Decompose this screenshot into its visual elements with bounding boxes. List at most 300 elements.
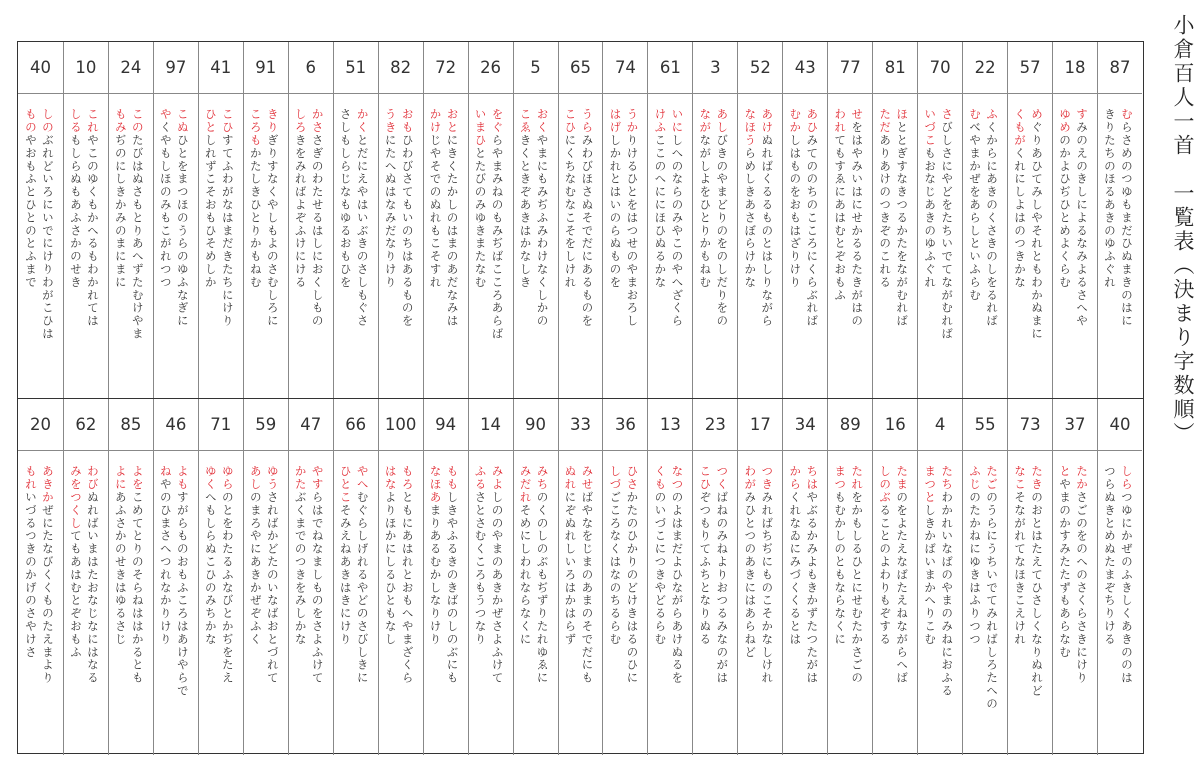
poem-number: 26 <box>469 42 513 94</box>
shimo-kimariji: ただ <box>878 108 893 134</box>
kami-no-ku <box>267 108 279 327</box>
kami-no-ku <box>986 465 998 710</box>
kami-rest: むぐらしげれるやどのさびしきに <box>355 490 370 685</box>
kami-rest: とだにえやはいぶきのさしもぐさ <box>355 133 370 328</box>
kimariji: しら <box>1119 465 1134 491</box>
kami-rest: やこのゆくもかへるもわかれては <box>85 133 100 328</box>
shimo-kimariji: ぬれ <box>563 465 578 491</box>
kami-rest: すがらものおもふころはあけやらで <box>175 490 190 698</box>
shimo-no-ku <box>115 465 127 646</box>
kami-no-ku <box>896 465 908 684</box>
poem-number: 34 <box>783 399 827 451</box>
kami-rest: ひとをまつほのうらのゆふなぎに <box>175 133 190 328</box>
kami-rest: みればちぢにものこそかなしけれ <box>760 490 775 685</box>
kami-no-ku <box>312 108 324 327</box>
shimo-no-ku <box>699 108 711 289</box>
poem-number: 100 <box>379 399 423 451</box>
kimariji: あきか <box>40 465 55 504</box>
shimo-kimariji: む <box>968 108 983 121</box>
poem-column <box>108 42 153 398</box>
kimariji: ゆう <box>265 465 280 491</box>
shimo-no-ku <box>1014 108 1026 289</box>
kami-no-ku <box>581 108 593 327</box>
kimariji: あけ <box>760 108 775 134</box>
poem-number: 14 <box>469 399 513 451</box>
shimo-no-ku <box>475 465 487 646</box>
kami-rest: しきやふるきのきばのしのぶにも <box>445 490 460 685</box>
kami-rest: すてふわがなはまだきたちにけり <box>220 133 235 328</box>
kimariji: みよ <box>490 465 505 491</box>
poem-column <box>872 42 917 398</box>
kami-rest: みわびほさぬそでだにあるものを <box>580 133 595 328</box>
shimo-kimariji: まつ <box>833 465 848 491</box>
kami-no-ku <box>1031 465 1043 697</box>
kami-rest: さぎのわたせるはしにおくしもの <box>310 133 325 328</box>
shimo-kimariji: うき <box>383 108 398 134</box>
kami-rest: ひわびさてもいのちはあるものを <box>400 133 415 328</box>
kami-no-ku <box>941 465 953 697</box>
shimo-no-ku <box>430 108 442 289</box>
poem-number: 70 <box>918 42 962 94</box>
poem-number: 73 <box>1008 399 1052 451</box>
shimo-no-ku <box>924 108 936 289</box>
kami-no-ku <box>402 465 414 684</box>
poem-number: 72 <box>424 42 468 94</box>
kami-rest: しへのならのみやこのやへざくら <box>670 133 685 328</box>
shimo-kimariji: はな <box>383 465 398 491</box>
poem-number: 20 <box>18 399 63 451</box>
shimo-kimariji: なほあ <box>428 465 443 504</box>
kami-rest: をかもしるひとにせむたかさごの <box>850 490 865 685</box>
kimariji: おも <box>400 108 415 134</box>
poem-number: 61 <box>648 42 692 94</box>
shimo-kimariji: もれ <box>23 465 38 491</box>
shimo-rest: つらぬきとめぬたまぞちりける <box>1102 465 1117 646</box>
poem-column <box>153 42 198 398</box>
shimo-rest: にたへぬはなみだなりけり <box>383 133 398 289</box>
shimo-kimariji: わが <box>743 465 758 491</box>
poem-number: 66 <box>334 399 378 451</box>
poem-column <box>737 42 782 398</box>
poem-number: 89 <box>828 399 872 451</box>
kami-no-ku <box>312 465 324 684</box>
shimo-rest: しれずこそおもひそめしか <box>203 133 218 289</box>
kami-no-ku <box>716 108 728 327</box>
shimo-no-ku <box>744 465 756 659</box>
kami-no-ku <box>492 465 504 684</box>
shimo-rest: かたしきひとりかもねむ <box>248 146 263 289</box>
poem-number: 40 <box>1098 399 1142 451</box>
kimariji: め <box>1030 108 1045 121</box>
shimo-rest: しきかばいまかへりこむ <box>923 503 938 646</box>
kimariji: む <box>1119 108 1134 121</box>
shimo-no-ku <box>564 465 576 646</box>
shimo-kimariji: われ <box>833 108 848 134</box>
shimo-no-ku <box>834 465 846 646</box>
shimo-kimariji: くもが <box>1013 108 1028 147</box>
kami-no-ku <box>267 465 279 684</box>
kami-rest: わかれいなばのやまのみねにおふる <box>940 490 955 698</box>
kimariji: たま <box>895 465 910 491</box>
kami-rest: のおとはたえてひさしくなりぬれど <box>1030 490 1045 698</box>
shimo-kimariji: ゆく <box>203 465 218 491</box>
shimo-no-ku <box>609 108 621 289</box>
poem-number: 37 <box>1053 399 1097 451</box>
shimo-no-ku <box>879 108 891 289</box>
page-title: 小倉百人一首 一覧表（決まり字数順） <box>1171 14 1195 446</box>
poem-number: 52 <box>738 42 782 94</box>
poem-column <box>423 399 468 755</box>
shimo-no-ku <box>520 108 532 289</box>
kami-no-ku <box>1076 465 1088 684</box>
kimariji: こぬ <box>175 108 190 134</box>
shimo-no-ku <box>879 465 891 646</box>
kami-no-ku <box>851 108 863 327</box>
kami-no-ku <box>132 108 144 340</box>
poem-column <box>1007 42 1052 398</box>
poem-number: 59 <box>244 399 288 451</box>
poem-column <box>827 399 872 755</box>
kami-rest: ばねのみねよりおつるみなのがは <box>715 490 730 685</box>
kami-rest: びしさにやどをたちいでてながむれば <box>940 120 955 341</box>
kimariji: やす <box>310 465 325 491</box>
shimo-no-ku <box>924 465 936 646</box>
poem-column <box>198 42 243 398</box>
shimo-rest: ることのよわりもぞする <box>878 503 893 646</box>
kimariji: もも <box>445 465 460 491</box>
shimo-kimariji: から <box>788 465 803 491</box>
kimariji: たき <box>1030 465 1045 491</box>
shimo-rest: てもあはむとぞおもふ <box>68 529 83 659</box>
shimo-kimariji: はげ <box>608 108 623 134</box>
kimariji: かく <box>355 108 370 134</box>
shimo-rest: とたびのみゆきまたなむ <box>473 146 488 289</box>
shimo-rest: じやそでのぬれもこそすれ <box>428 133 443 289</box>
poem-number: 10 <box>64 42 108 94</box>
kimariji: この <box>130 108 145 134</box>
shimo-kimariji: むか <box>788 108 803 134</box>
shimo-kimariji: もみ <box>113 108 128 134</box>
kami-no-ku <box>1076 108 1088 327</box>
shimo-no-ku <box>969 465 981 646</box>
kami-no-ku <box>177 108 189 327</box>
kami-rest: ぜにたなびくくものたえまより <box>40 503 55 685</box>
poem-column <box>962 399 1007 755</box>
shimo-no-ku <box>834 108 846 302</box>
poem-column <box>378 42 423 398</box>
shimo-no-ku <box>160 108 172 289</box>
kami-no-ku <box>1121 108 1133 327</box>
kimariji: やへ <box>355 465 370 491</box>
poem-column <box>602 399 647 755</box>
poem-column <box>18 42 63 398</box>
kimariji: よを <box>130 465 145 491</box>
kami-rest: りけるひとをはつせのやまおろし <box>625 133 640 328</box>
kami-no-ku <box>671 108 683 327</box>
kimariji: うら <box>580 108 595 134</box>
shimo-no-ku <box>295 465 307 646</box>
poem-column <box>198 399 243 755</box>
shimo-rest: まりあるむかしなりけり <box>428 503 443 646</box>
poem-column <box>468 399 513 755</box>
kami-rest: をはやみいはにせかるるたきがはの <box>850 120 865 328</box>
shimo-rest: よりほかにしるひともなし <box>383 490 398 646</box>
bottom-row <box>18 398 1143 755</box>
shimo-rest: いづるつきのかげのさやけさ <box>23 490 38 659</box>
shimo-no-ku <box>340 465 352 646</box>
poem-number: 77 <box>828 42 872 94</box>
kimariji: す <box>1075 108 1090 121</box>
kami-no-ku <box>177 465 189 697</box>
kami-no-ku <box>1031 108 1043 340</box>
kami-rest: ぬればくるるものとはしりながら <box>760 133 775 328</box>
shimo-no-ku <box>744 108 756 289</box>
poem-number: 71 <box>199 399 243 451</box>
shimo-rest: きくときぞあきはかなしき <box>518 133 533 289</box>
kimariji: あし <box>715 108 730 134</box>
shimo-kimariji: や <box>158 108 173 121</box>
shimo-rest: そめにしわれならなくに <box>518 503 533 646</box>
poem-number: 85 <box>109 399 153 451</box>
poem-column <box>1052 42 1097 398</box>
shimo-kimariji: みをつくし <box>68 465 83 530</box>
shimo-rest: ぶくまでのつきをみしかな <box>293 490 308 646</box>
poem-column <box>872 399 917 755</box>
shimo-kimariji: かけ <box>428 108 443 134</box>
shimo-kimariji: なほう <box>743 108 758 147</box>
kami-no-ku <box>87 108 99 327</box>
poem-column <box>333 42 378 398</box>
poem-number: 65 <box>559 42 603 94</box>
shimo-rest: あふさかのせきはゆるさじ <box>113 490 128 646</box>
poem-number: 87 <box>1098 42 1142 94</box>
poem-number: 46 <box>154 399 198 451</box>
poem-column <box>423 42 468 398</box>
shimo-no-ku <box>789 108 801 289</box>
shimo-kimariji: いづこ <box>923 108 938 147</box>
shimo-no-ku <box>385 465 397 646</box>
shimo-rest: のかよひぢひとめよくらむ <box>1058 133 1073 289</box>
shimo-rest: ありあけのつきぞのこれる <box>878 133 893 289</box>
shimo-kimariji: あし <box>248 465 263 491</box>
kami-rest: こめてとりのそらねははかるとも <box>130 490 145 685</box>
poem-column <box>962 42 1007 398</box>
kimariji: かさ <box>310 108 325 134</box>
shimo-rest: きをみればよぞふけにける <box>293 133 308 289</box>
kimariji: たご <box>985 465 1000 491</box>
poem-table <box>17 41 1144 754</box>
poem-column <box>602 42 647 398</box>
shimo-rest: もしらぬもあふさかのせき <box>68 133 83 289</box>
shimo-rest: やまのかすみたたずもあらなむ <box>1058 477 1073 659</box>
poem-number: 23 <box>693 399 737 451</box>
poem-number: 94 <box>424 399 468 451</box>
kami-no-ku <box>986 108 998 327</box>
poem-number: 40 <box>18 42 63 94</box>
shimo-rest: にくちなむなこそをしけれ <box>563 133 578 289</box>
shimo-kimariji: かた <box>293 465 308 491</box>
kimariji: みち <box>535 465 550 491</box>
kami-no-ku <box>896 108 908 327</box>
shimo-rest: べやまかぜをあらしといふらむ <box>968 120 983 302</box>
kami-rest: つゆにかぜのふきしくあきののは <box>1119 490 1134 685</box>
kimariji: しの <box>40 108 55 134</box>
poem-column <box>18 399 63 755</box>
shimo-rest: くやもしほのみもこがれつつ <box>158 120 173 289</box>
shimo-no-ku <box>475 108 487 289</box>
kimariji: をぐ <box>490 108 505 134</box>
kami-no-ku <box>357 465 369 684</box>
kami-rest: のうらにうちいでてみればしろたへの <box>985 490 1000 711</box>
shimo-rest: やのひまさへつれなかりけり <box>158 477 173 646</box>
kami-rest: しののやまのあきかぜさよふけて <box>490 490 505 685</box>
shimo-rest: ぞつもりてふちとなりぬる <box>698 490 713 646</box>
kimariji: こひ <box>220 108 235 134</box>
poem-column <box>1097 399 1142 755</box>
shimo-no-ku <box>25 108 37 289</box>
shimo-rest: にぞぬれしいろはかはらず <box>563 490 578 646</box>
shimo-kimariji: しる <box>68 108 83 134</box>
kami-no-ku <box>626 465 638 684</box>
shimo-kimariji: よに <box>113 465 128 491</box>
kami-rest: のよはまだよひながらあけぬるを <box>670 490 685 685</box>
kami-rest: らやまみねのもみぢばこころあらば <box>490 133 505 341</box>
poem-column <box>647 399 692 755</box>
kimariji: ちは <box>805 465 820 491</box>
shimo-kimariji: ふじ <box>968 465 983 491</box>
kami-no-ku <box>806 465 818 684</box>
shimo-rest: そながれてなほきこえけれ <box>1013 490 1028 646</box>
shimo-no-ku <box>70 465 82 659</box>
kami-no-ku <box>492 108 504 340</box>
kami-rest: にきくたかしのはまのあだなみは <box>445 133 460 328</box>
kami-no-ku <box>87 465 99 684</box>
shimo-no-ku <box>1104 465 1116 646</box>
poem-number: 3 <box>693 42 737 94</box>
kimariji: たち <box>940 465 955 491</box>
shimo-kimariji: ひと <box>203 108 218 134</box>
shimo-no-ku <box>385 108 397 289</box>
top-row <box>18 42 1143 398</box>
shimo-no-ku <box>789 465 801 646</box>
kimariji: あひ <box>805 108 820 134</box>
kami-rest: ととぎすなきつるかたをながむれば <box>895 120 910 328</box>
kami-no-ku <box>851 465 863 684</box>
poem-column <box>558 399 603 755</box>
shimo-kimariji: しづ <box>608 465 623 491</box>
kimariji: みせ <box>580 465 595 491</box>
kami-rest: くからにあきのくさきのしをるれば <box>985 120 1000 328</box>
shimo-rest: くれなゐにみづくくるとは <box>788 490 803 646</box>
shimo-rest: しかれとはいのらぬものを <box>608 133 623 289</box>
kimariji: わび <box>85 465 100 491</box>
kami-no-ku <box>626 108 638 327</box>
poem-number: 33 <box>559 399 603 451</box>
poem-column <box>692 42 737 398</box>
shimo-no-ku <box>1104 108 1116 289</box>
shimo-rest: らめしきあさぼらけかな <box>743 146 758 289</box>
kami-rest: らはでねなましものをさよふけて <box>310 490 325 685</box>
poem-column <box>243 42 288 398</box>
shimo-no-ku <box>1014 465 1026 646</box>
kami-no-ku <box>222 465 234 684</box>
kami-rest: のとをわたるふなびとかぢをたえ <box>220 490 235 685</box>
kami-rest: ぶれどいろにいでにけりわがこひは <box>40 133 55 341</box>
shimo-rest: てもすゑにあはむとぞおもふ <box>833 133 848 302</box>
shimo-no-ku <box>295 108 307 289</box>
kami-rest: やまにもみぢふみわけなくしかの <box>535 133 550 328</box>
shimo-no-ku <box>564 108 576 289</box>
kami-rest: らさめのつゆもまだひぬまきのはに <box>1119 120 1134 328</box>
kimariji: おく <box>535 108 550 134</box>
shimo-rest: きりたちのほるあきのゆふぐれ <box>1102 108 1117 289</box>
kami-no-ku <box>132 465 144 684</box>
kami-no-ku <box>537 108 549 327</box>
poem-number: 82 <box>379 42 423 94</box>
poem-column <box>1052 399 1097 755</box>
kimariji: よも <box>175 465 190 491</box>
kami-no-ku <box>42 108 54 340</box>
kimariji: おと <box>445 108 460 134</box>
poem-number: 41 <box>199 42 243 94</box>
shimo-rest: そみえねあきはきにけり <box>338 503 353 646</box>
kami-no-ku <box>537 465 549 684</box>
shimo-no-ku <box>1059 108 1071 289</box>
poem-number: 57 <box>1008 42 1052 94</box>
shimo-kimariji: なこ <box>1013 465 1028 491</box>
shimo-rest: さとさむくころもうつなり <box>473 490 488 646</box>
shimo-kimariji: けふ <box>653 108 668 134</box>
shimo-no-ku <box>654 108 666 289</box>
kami-rest: びきのやまどりのをのしだりをの <box>715 133 730 328</box>
kami-no-ku <box>671 465 683 684</box>
shimo-no-ku <box>969 108 981 302</box>
poem-number: 62 <box>64 399 108 451</box>
poem-column <box>378 399 423 755</box>
shimo-no-ku <box>430 465 442 646</box>
shimo-kimariji: と <box>1058 465 1073 478</box>
shimo-no-ku <box>250 108 262 289</box>
kami-no-ku <box>222 108 234 327</box>
poem-column <box>1097 42 1142 398</box>
shimo-rest: もむかしのともならなくに <box>833 490 848 646</box>
shimo-rest: ここのへににほひぬるかな <box>653 133 668 289</box>
poem-column <box>692 399 737 755</box>
shimo-rest: さしもしらじなもゆるおもひを <box>338 108 353 289</box>
kami-rest: さごのをのへのさくらさきにけり <box>1075 490 1090 685</box>
kami-rest: ぎりすなくやしもよのさむしろに <box>265 133 280 328</box>
kimariji: いに <box>670 108 685 134</box>
shimo-kimariji: まつと <box>923 465 938 504</box>
shimo-rest: ごころなくはなのちるらむ <box>608 490 623 646</box>
poem-column <box>108 399 153 755</box>
poem-number: 81 <box>873 42 917 94</box>
poem-column <box>1007 399 1052 755</box>
shimo-kimariji: こひ <box>698 465 713 491</box>
kami-no-ku <box>447 108 459 327</box>
poem-column <box>513 42 558 398</box>
shimo-rest: しはものをおもはざりけり <box>788 133 803 289</box>
shimo-rest: ぢのにしきかみのまにまに <box>113 133 128 289</box>
kami-rest: やぶるかみよもきかずたつたがは <box>805 490 820 685</box>
kami-rest: ぬればいまはたおなじなにはなる <box>85 490 100 685</box>
shimo-rest: へもしらぬこひのみちかな <box>203 490 218 646</box>
shimo-rest: のいづこにつきやどるらむ <box>653 490 668 646</box>
poem-column <box>468 42 513 398</box>
poem-number: 90 <box>514 399 558 451</box>
kami-rest: ぐりあひてみしやそれともわかぬまに <box>1030 120 1045 341</box>
kami-no-ku <box>941 108 953 340</box>
